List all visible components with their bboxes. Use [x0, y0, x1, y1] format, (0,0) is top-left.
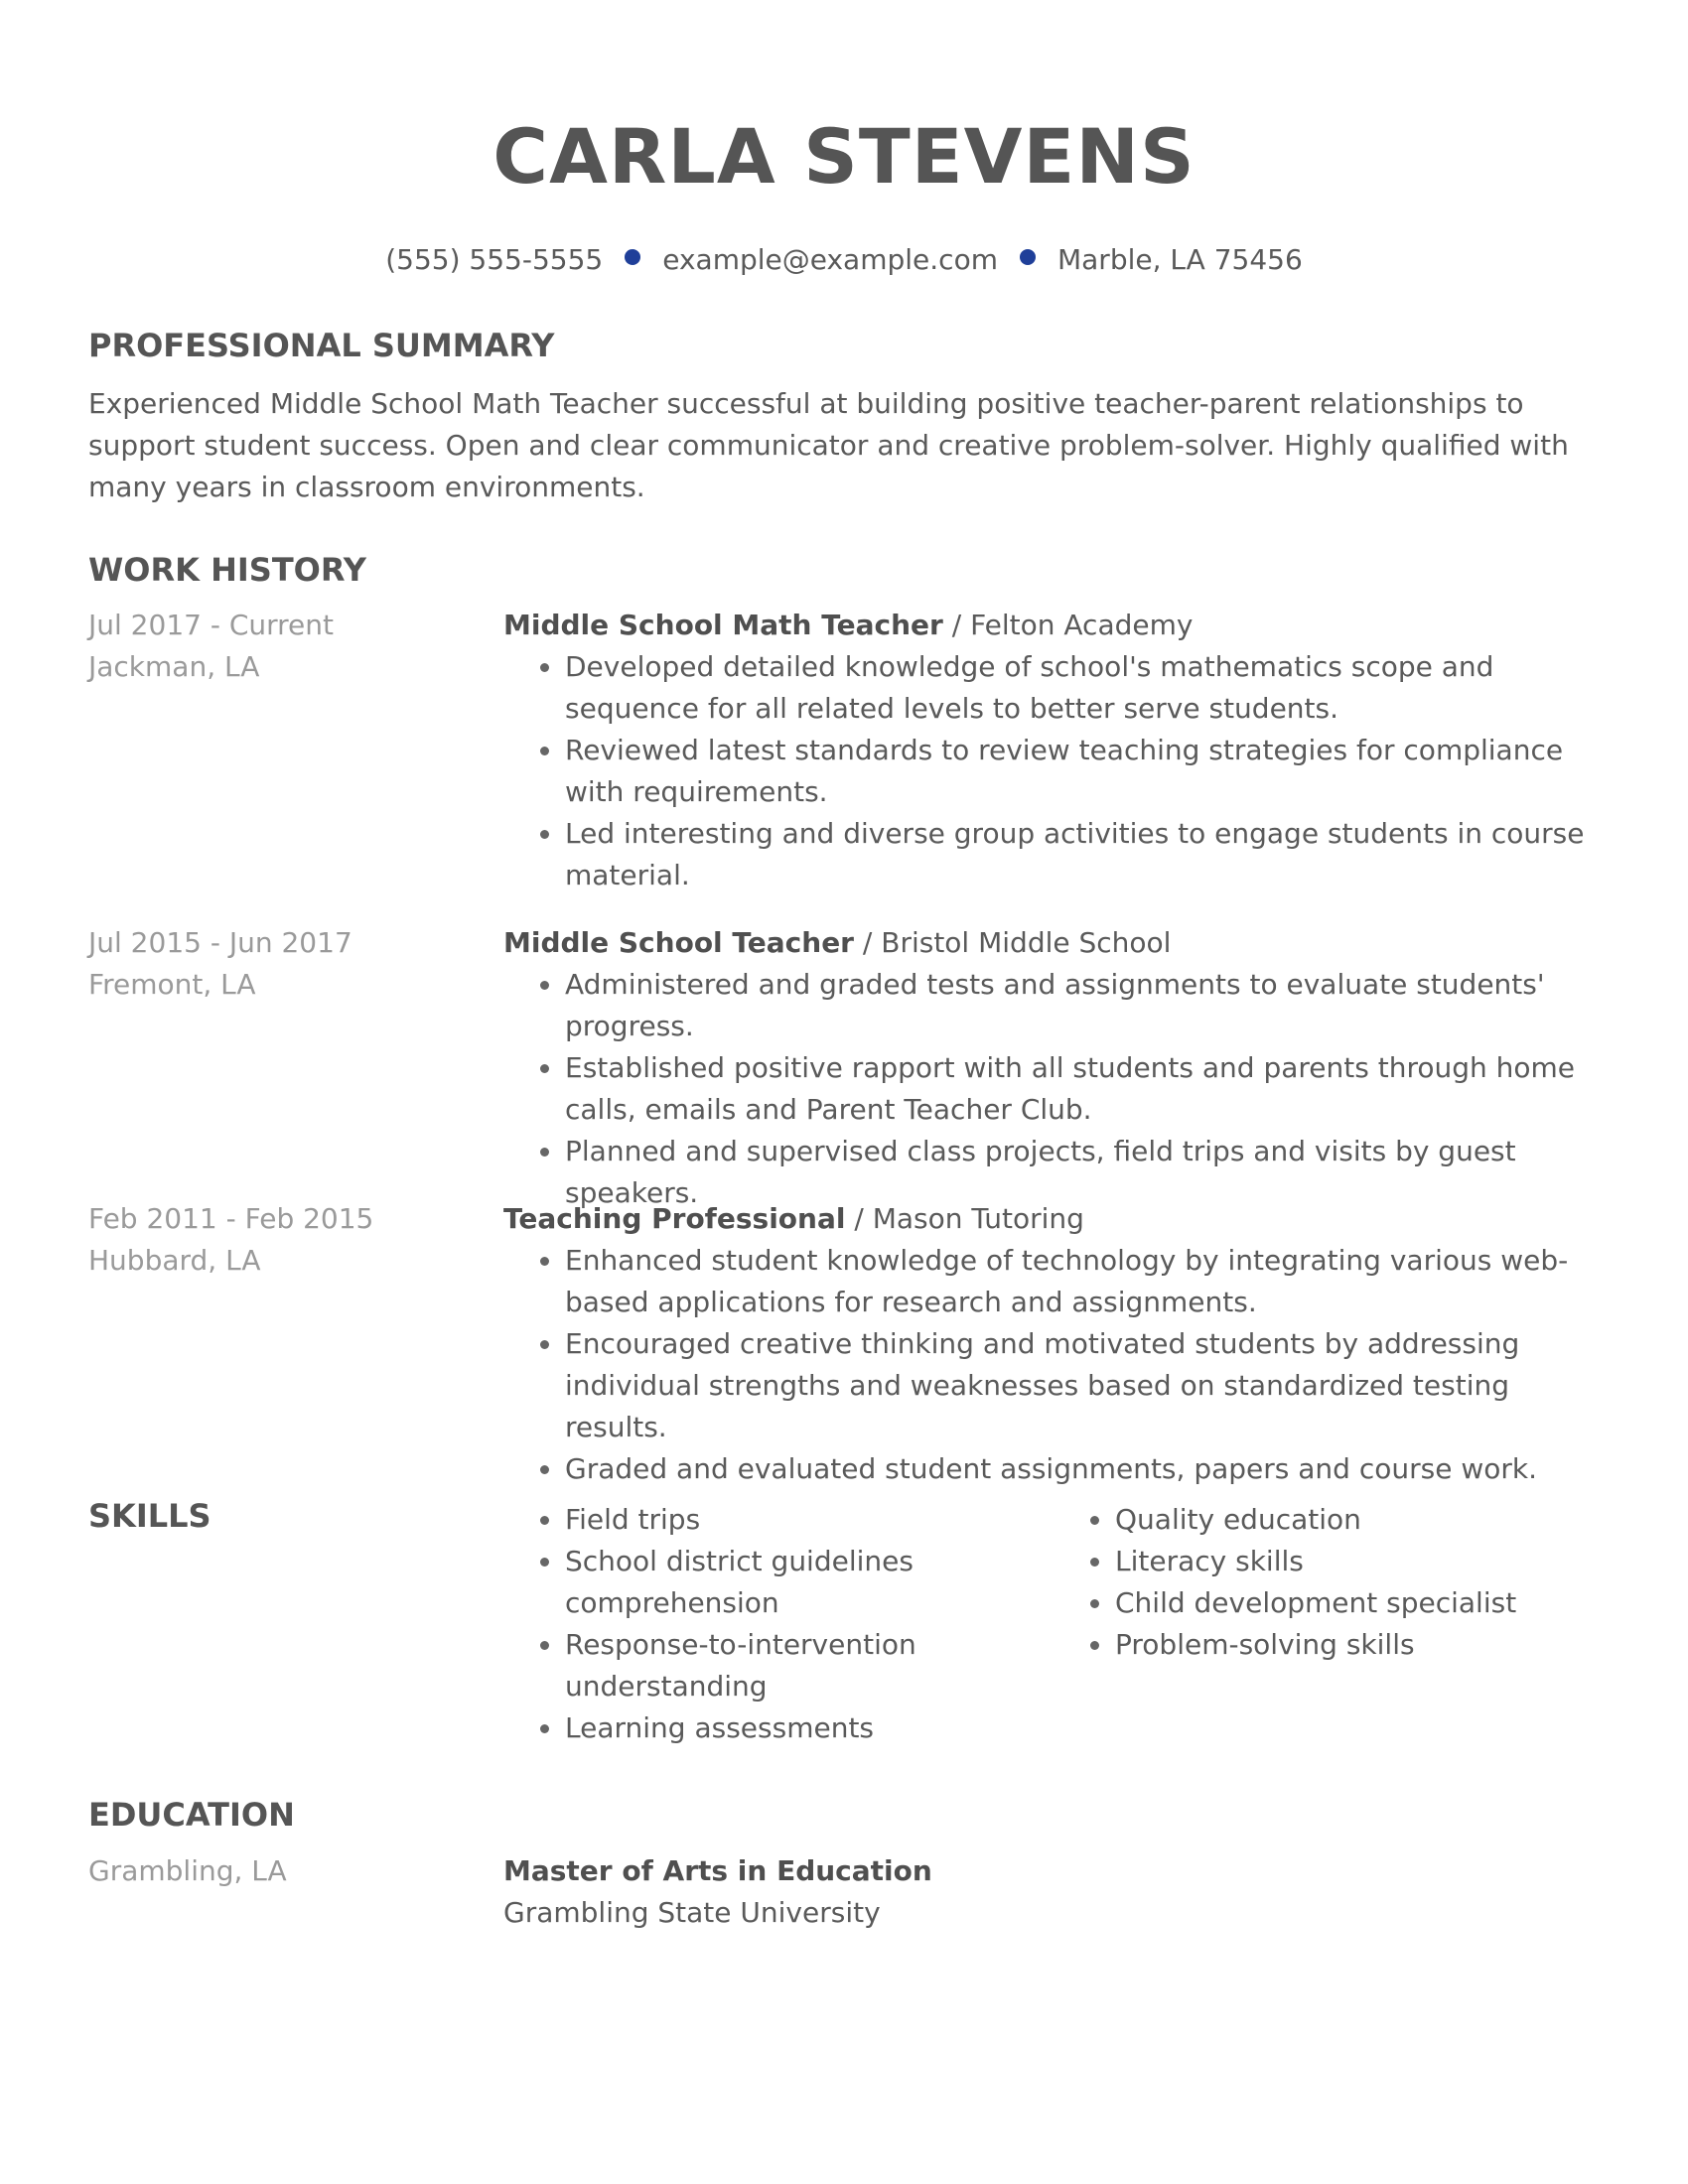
job-bullet: Administered and graded tests and assignments to evaluate students' progress. — [503, 964, 1618, 1047]
summary-text: Experienced Middle School Math Teacher successful at building positive teacher-parent relationships to support student success. Open and clear communicator and creative problem-solver. Highly qualified with many years in classroom environments. — [88, 387, 1569, 503]
job-employer: Felton Academy — [970, 609, 1194, 641]
skill-item: School district guidelines comprehension — [503, 1541, 1030, 1624]
job-location: Jackman, LA — [88, 650, 260, 683]
home-location: Marble, LA 75456 — [1056, 243, 1303, 276]
job-title: Teaching Professional — [503, 1202, 846, 1235]
candidate-name: CARLA STEVENS — [492, 112, 1196, 201]
education-location: Grambling, LA — [88, 1854, 287, 1887]
job-meta — [88, 1198, 486, 1282]
job-details — [503, 605, 1618, 896]
job-bullet: Reviewed latest standards to review teaching strategies for compliance with requirements. — [503, 730, 1618, 813]
job-details — [503, 1198, 1618, 1490]
job-bullets — [503, 1240, 1618, 1490]
job-heading — [503, 605, 1618, 646]
job-dates: Jul 2015 - Jun 2017 — [88, 926, 352, 959]
job-dates: Feb 2011 - Feb 2015 — [88, 1202, 374, 1235]
skills-heading: SKILLS — [88, 1497, 211, 1535]
job-meta — [88, 605, 486, 688]
phone-number: (555) 555-5555 — [385, 243, 604, 276]
job-heading — [503, 1198, 1618, 1240]
job-bullet: Graded and evaluated student assignments, papers and course work. — [503, 1448, 1618, 1490]
job-bullets — [503, 646, 1618, 896]
skill-item: Response-to-intervention understanding — [503, 1624, 1030, 1707]
education-details — [503, 1850, 932, 1934]
summary-heading: PROFESSIONAL SUMMARY — [88, 327, 555, 364]
skill-item: Child development specialist — [1054, 1582, 1610, 1624]
separator-dot-icon — [1020, 249, 1036, 265]
job-title: Middle School Math Teacher — [503, 609, 943, 641]
school-name: Grambling State University — [503, 1896, 881, 1929]
email-address: example@example.com — [662, 243, 998, 276]
job-employer: Bristol Middle School — [881, 926, 1172, 959]
work-history-heading: WORK HISTORY — [88, 551, 366, 589]
skill-item: Problem-solving skills — [1054, 1624, 1610, 1666]
job-bullet: Enhanced student knowledge of technology by integrating various web-based applications for research and assignments. — [503, 1240, 1618, 1323]
job-bullet: Planned and supervised class projects, field trips and visits by guest speakers. — [503, 1131, 1618, 1214]
job-meta — [88, 922, 486, 1006]
separator-dot-icon — [625, 249, 640, 265]
job-bullet: Developed detailed knowledge of school's mathematics scope and sequence for all related levels to better serve students. — [503, 646, 1618, 730]
degree-name: Master of Arts in Education — [503, 1854, 932, 1887]
skill-item: Field trips — [503, 1499, 1030, 1541]
skill-item: Learning assessments — [503, 1707, 1030, 1749]
job-location: Hubbard, LA — [88, 1244, 261, 1277]
skills-list — [503, 1499, 1030, 1749]
job-separator: / — [854, 926, 882, 959]
job-separator: / — [942, 609, 971, 641]
skill-item: Literacy skills — [1054, 1541, 1610, 1582]
job-separator: / — [845, 1202, 873, 1235]
skill-item: Quality education — [1054, 1499, 1610, 1541]
job-dates: Jul 2017 - Current — [88, 609, 335, 641]
job-bullet: Led interesting and diverse group activities to engage students in course material. — [503, 813, 1618, 896]
job-bullet: Established positive rapport with all students and parents through home calls, emails and Parent Teacher Club. — [503, 1047, 1618, 1131]
skills-list — [1054, 1499, 1610, 1666]
job-location: Fremont, LA — [88, 968, 256, 1001]
job-heading — [503, 922, 1618, 964]
job-employer: Mason Tutoring — [872, 1202, 1084, 1235]
job-bullet: Encouraged creative thinking and motivated students by addressing individual strengths and weaknesses based on standardized testing results. — [503, 1323, 1618, 1448]
contact-line — [0, 240, 1688, 280]
job-details — [503, 922, 1618, 1214]
job-bullets — [503, 964, 1618, 1214]
skills-column-right — [1054, 1499, 1610, 1666]
job-title: Middle School Teacher — [503, 926, 854, 959]
education-heading: EDUCATION — [88, 1796, 295, 1834]
skills-column-left — [503, 1499, 1030, 1749]
